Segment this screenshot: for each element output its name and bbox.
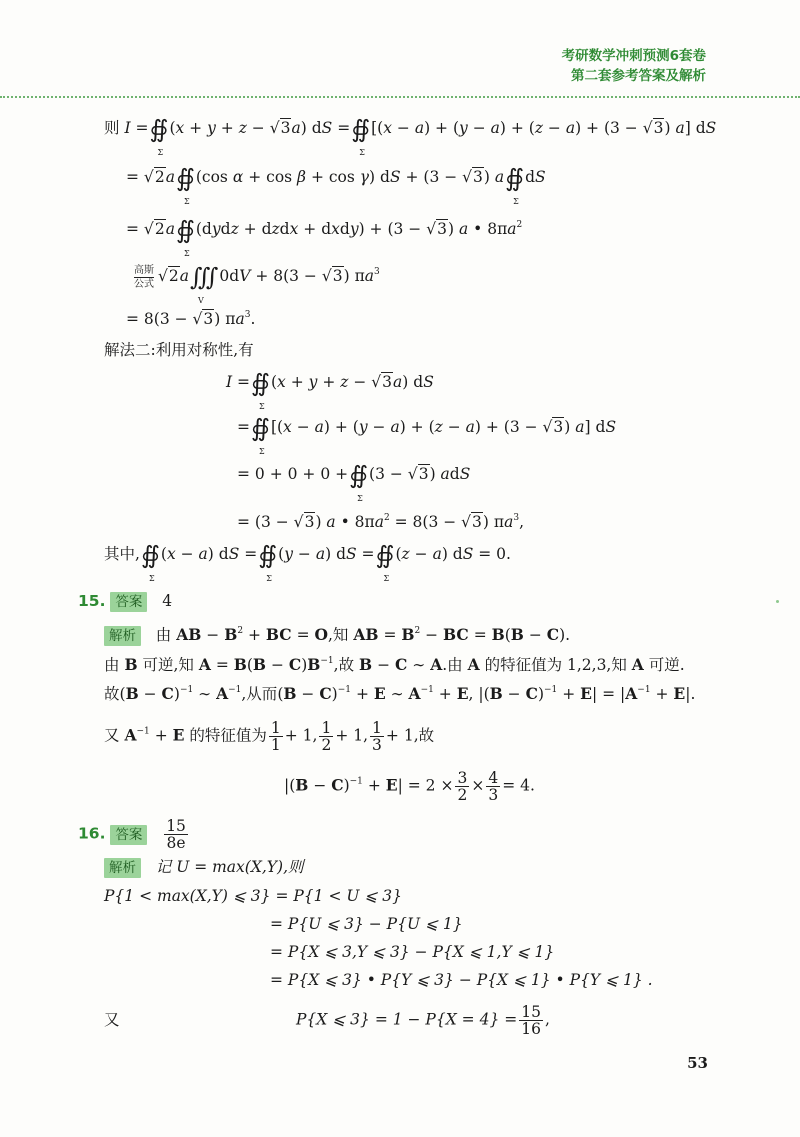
ze-label: 则	[104, 119, 120, 137]
q15-analysis-line1: 解析 由 AB − $B^2$ + BC = O,知 AB = $B^2$ − BC = B(B − C).	[104, 621, 570, 646]
q15-analysis-line2: 由 B 可逆,知 $A = B(B - C)B^{-1}$,故 B − C ∼ A.由 A 的特征值为 1,2,3,知 A 可逆.	[104, 655, 685, 674]
q16-answer-value: $\frac{15}{8e}$	[166, 817, 186, 852]
q16-answer-line	[78, 818, 190, 851]
q15-analysis-badge: 解析	[104, 626, 141, 646]
method2-intro: 解法二:利用对称性,有	[104, 341, 254, 359]
page-number: 53	[687, 1054, 708, 1072]
method2-line1: I =∯ Σ (x + y + z − √3a) dS	[226, 369, 434, 411]
method1-line4: 高斯 公式 √2a∭ V 0dV + 8(3 − √3) $\pi a^3$	[134, 263, 380, 305]
q16-analysis-badge: 解析	[104, 858, 141, 878]
q15-analysis-line3: 故$(B - C)^{-1}$ ∼ $A^{-1}$,从而$(B - C)^{-1} + E$ ∼ $A^{-1} + E$, $|(B - C)^{-1} + E| = |A^{-1} + E|$.	[104, 684, 696, 703]
q16-prob-line4: = P{X ⩽ 3} • P{Y ⩽ 3} − P{X ⩽ 1} • P{Y ⩽ 1} .	[270, 971, 653, 989]
q15-number: 15.	[78, 592, 106, 610]
q15-answer-value: 4	[162, 592, 173, 610]
q16-number: 16.	[78, 824, 106, 843]
q16-prob-line5: P{X ⩽ 3} = 1 − P{X = 4} = $\frac{15}{16}$ ,	[296, 1003, 550, 1038]
q16-analysis-line1: 解析 记 U = max(X,Y),则	[104, 857, 304, 878]
method2-note: 其中,∯ Σ (x − a) dS =∯ Σ (y − a) dS =∯ Σ (z − a) dS = 0.	[104, 541, 511, 583]
q15-result: $|(B - C)^{-1} + E| = 2$ × $\frac{3}{2}$ × $\frac{4}{3}$ = 4.	[284, 769, 535, 804]
q16-prob-line1: P{1 < max(X,Y) ⩽ 3} = P{1 < U ⩽ 3}	[104, 887, 402, 905]
gauss-formula-note: 高斯 公式	[134, 264, 154, 290]
running-header	[562, 46, 706, 86]
q15-analysis-line4: 又 $A^{-1} + E$ 的特征值为 $\frac{1}{1}$ + 1, $\frac{1}{2}$ + 1, $\frac{1}{3}$ + 1,故	[104, 719, 435, 754]
q16-you-label: 又	[104, 1011, 120, 1029]
q16-prob-line3: = P{X ⩽ 3,Y ⩽ 3} − P{X ⩽ 1,Y ⩽ 1}	[270, 943, 555, 961]
q15-answer-badge: 答案	[110, 592, 147, 612]
method2-line3: = 0 + 0 + 0 +∯ Σ (3 − √3) adS	[237, 461, 471, 503]
header-divider	[0, 96, 800, 98]
method2-line2: =∯ Σ [(x − a) + (y − a) + (z − a) + (3 − √3) a] dS	[237, 414, 617, 456]
method1-line3: = √2a∯ Σ (dydz + dzdx + dxdy) + (3 − √3) a • $8\pi a^2$	[126, 216, 523, 258]
q16-answer-badge: 答案	[110, 825, 147, 845]
method2-line4: = (3 − √3) a • $8\pi a^2 = 8(3 - √3)$ $\pi a^3$,	[237, 513, 525, 531]
margin-mark	[776, 600, 779, 603]
method1-line2: = √2a∯ Σ (cos α + cos β + cos γ) dS + (3 − √3) a∯ Σ dS	[126, 164, 546, 206]
method1-line1: 则 I =∯ Σ (x + y + z − √3a) dS =∯ Σ [(x − a) + (y − a) + (z − a) + (3 − √3) a] dS	[104, 115, 717, 157]
header-book-title: 考研数学冲刺预测6套卷	[561, 48, 706, 64]
header-section-title: 第二套参考答案及解析	[571, 68, 706, 84]
method1-line5: = 8(3 − √3) $\pi a^3$.	[126, 310, 256, 328]
q16-prob-line2: = P{U ⩽ 3} − P{U ⩽ 1}	[270, 915, 463, 933]
q15-answer-line	[78, 591, 172, 612]
